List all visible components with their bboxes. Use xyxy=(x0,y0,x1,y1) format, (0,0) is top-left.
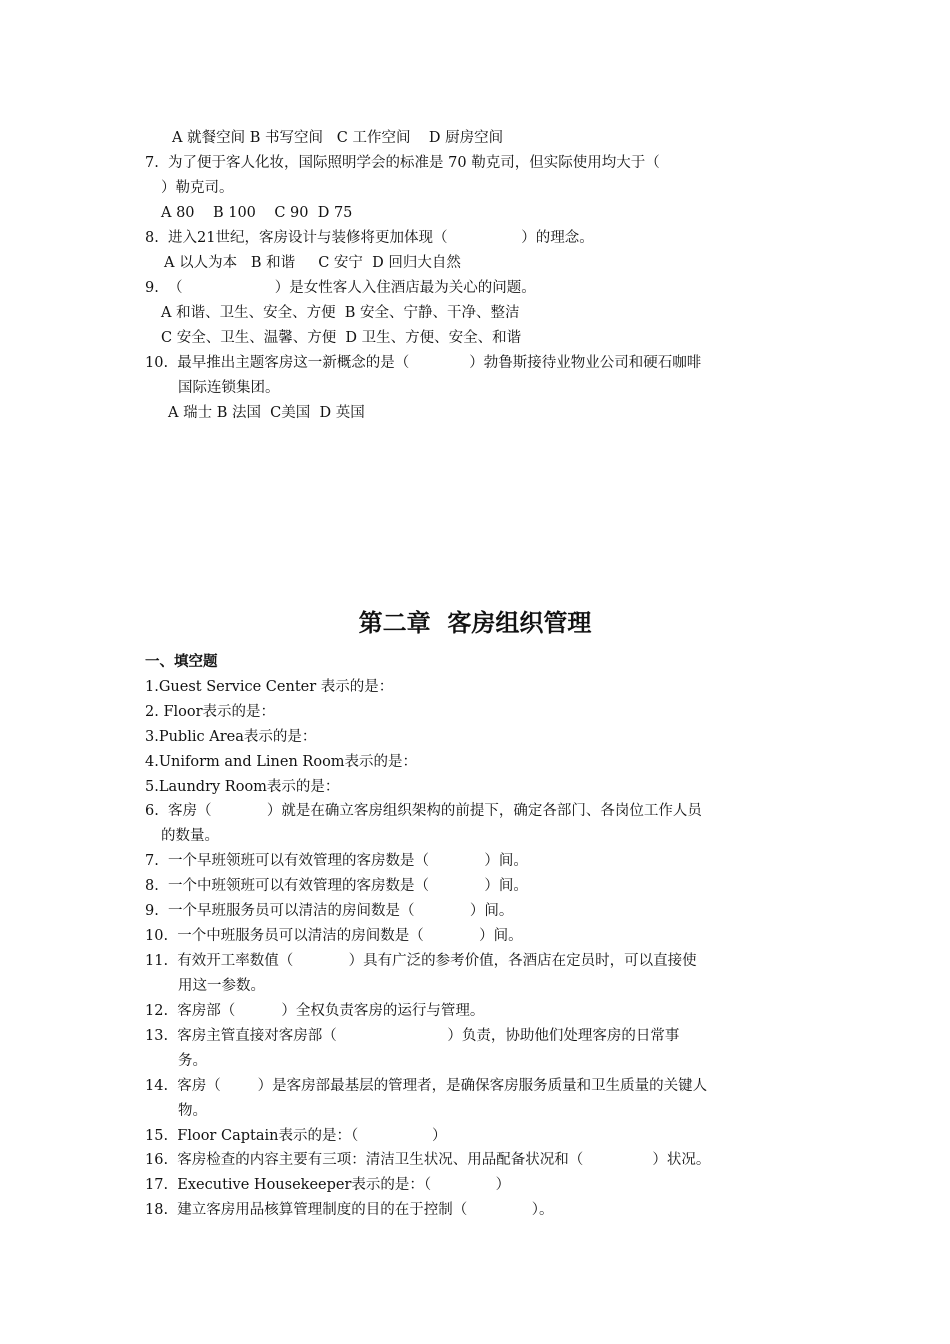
fill-item: 17. Executive Housekeeper表示的是：（ ） xyxy=(145,1177,511,1193)
fill-item: 11. 有效开工率数值（ ）具有广泛的参考价值，各酒店在定员时，可以直接使 xyxy=(145,953,697,969)
q6-options: A 就餐空间 B 书写空间 C 工作空间 D 厨房空间 xyxy=(172,130,504,146)
fill-item: 16. 客房检查的内容主要有三项：清洁卫生状况、用品配备状况和（ ）状况。 xyxy=(145,1152,711,1168)
q7-text-continued: ）勒克司。 xyxy=(161,180,234,196)
section-heading: 一、填空题 xyxy=(145,654,218,670)
fill-item: 6. 客房（ ）就是在确立客房组织架构的前提下，确定各部门、各岗位工作人员 xyxy=(145,803,702,819)
q8-text: 8. 进入21世纪，客房设计与装修将更加体现（ ）的理念。 xyxy=(145,230,594,246)
fill-item: 2. Floor表示的是： xyxy=(145,704,276,720)
fill-item: 15. Floor Captain表示的是：（ ） xyxy=(145,1128,447,1144)
q9-text: 9. （ ）是女性客人入住酒店最为关心的问题。 xyxy=(145,280,536,296)
fill-item-continued: 的数量。 xyxy=(161,828,219,844)
fill-item: 10. 一个中班服务员可以清洁的房间数是（ ）间。 xyxy=(145,928,523,944)
q7-options: A 80 B 100 C 90 D 75 xyxy=(161,205,353,221)
q8-options: A 以人为本 B 和谐 C 安宁 D 回归大自然 xyxy=(164,255,461,271)
fill-item: 8. 一个中班领班可以有效管理的客房数是（ ）间。 xyxy=(145,878,528,894)
q9-options-ab: A 和谐、卫生、安全、方便 B 安全、宁静、干净、整洁 xyxy=(161,305,520,321)
fill-item: 9. 一个早班服务员可以清洁的房间数是（ ）间。 xyxy=(145,903,514,919)
fill-item-continued: 务。 xyxy=(178,1053,207,1069)
fill-item: 14. 客房（ ）是客房部最基层的管理者，是确保客房服务质量和卫生质量的关键人 xyxy=(145,1078,708,1094)
q10-options: A 瑞士 B 法国 C美国 D 英国 xyxy=(168,405,365,421)
fill-item: 3.Public Area表示的是： xyxy=(145,729,317,745)
fill-item-continued: 用这一参数。 xyxy=(178,978,265,994)
fill-item: 13. 客房主管直接对客房部（ ）负责，协助他们处理客房的日常事 xyxy=(145,1028,680,1044)
fill-item: 7. 一个早班领班可以有效管理的客房数是（ ）间。 xyxy=(145,853,528,869)
fill-item: 5.Laundry Room表示的是： xyxy=(145,779,340,795)
chapter-title: 第二章 客房组织管理 xyxy=(358,609,592,637)
q10-text-continued: 国际连锁集团。 xyxy=(178,380,280,396)
fill-item-continued: 物。 xyxy=(178,1103,207,1119)
fill-item: 12. 客房部（ ）全权负责客房的运行与管理。 xyxy=(145,1003,485,1019)
fill-item: 1.Guest Service Center 表示的是： xyxy=(145,679,394,695)
q10-text: 10. 最早推出主题客房这一新概念的是（ ）勃鲁斯接待业物业公司和硬石咖啡 xyxy=(145,355,702,371)
q7-text: 7. 为了便于客人化妆，国际照明学会的标准是 70 勒克司，但实际使用均大于（ xyxy=(145,155,660,171)
fill-item: 4.Uniform and Linen Room表示的是： xyxy=(145,754,418,770)
fill-item: 18. 建立客房用品核算管理制度的目的在于控制（ ）。 xyxy=(145,1202,554,1218)
q9-options-cd: C 安全、卫生、温馨、方便 D 卫生、方便、安全、和谐 xyxy=(161,330,522,346)
